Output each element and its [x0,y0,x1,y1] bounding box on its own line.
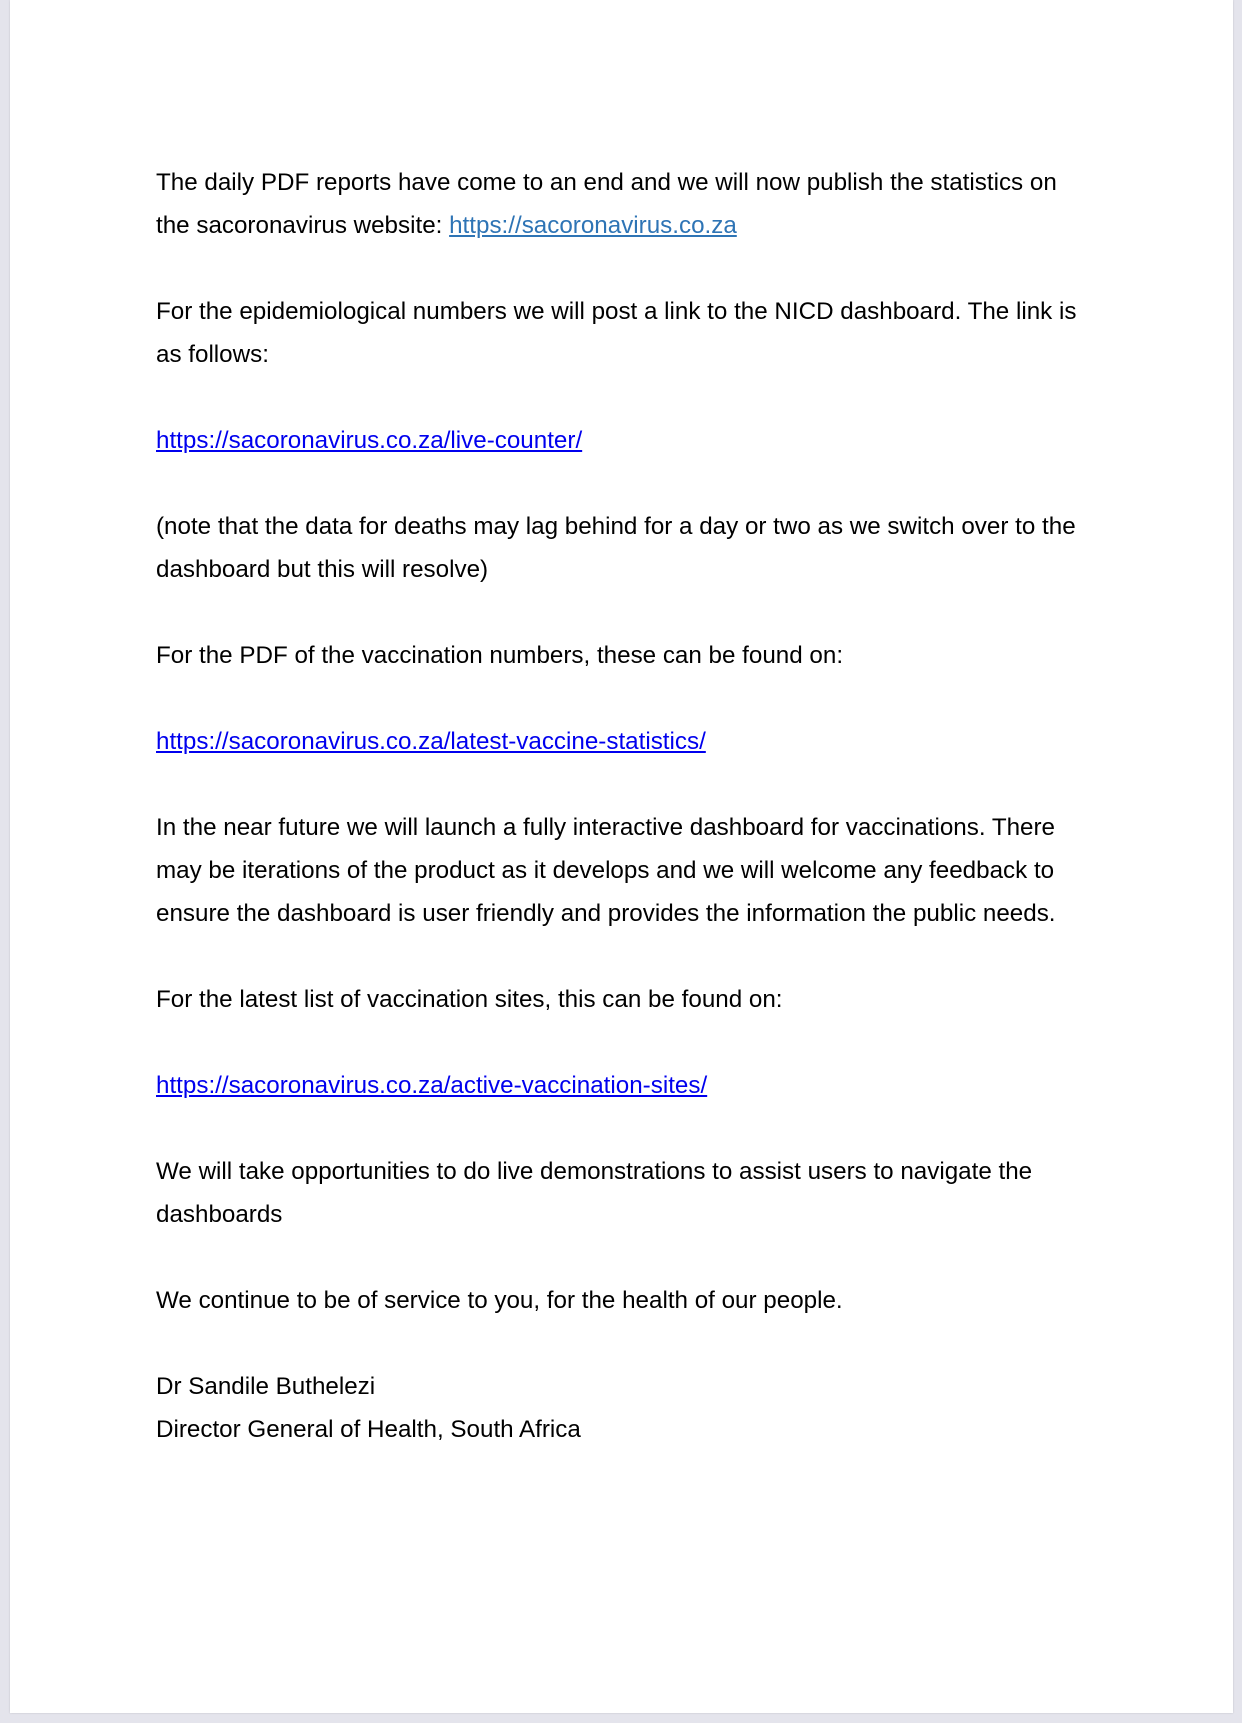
vaccine-stats-link-paragraph [156,720,1096,763]
document-body [156,161,1096,1451]
live-counter-link[interactable]: https://sacoronavirus.co.za/live-counter/ [156,427,583,454]
sites-link-paragraph [156,1064,1096,1107]
active-vaccination-sites-link[interactable]: https://sacoronavirus.co.za/active-vaccination-sites/ [156,1072,708,1099]
sacoronavirus-website-link[interactable]: https://sacoronavirus.co.za [449,212,737,239]
future-paragraph: In the near future we will launch a fully interactive dashboard for vaccinations. There may be iterations of the product as it develops and we will welcome any feedback to ensure the dashboard is user friendly and provides the information the public needs. [156,814,1056,927]
document-page [10,0,1233,1713]
sites-paragraph: For the latest list of vaccination sites, this can be found on: [156,986,783,1013]
closing-paragraph: We continue to be of service to you, for the health of our people. [156,1287,843,1314]
intro-paragraph [156,161,1096,247]
latest-vaccine-statistics-link[interactable]: https://sacoronavirus.co.za/latest-vaccine-statistics/ [156,728,706,755]
live-counter-link-paragraph [156,419,1096,462]
signature-name: Dr Sandile Buthelezi [156,1373,376,1400]
intro-text: The daily PDF reports have come to an end and we will now publish the statistics on the sacoronavirus website: [156,169,1057,239]
epi-paragraph: For the epidemiological numbers we will post a link to the NICD dashboard. The link is as follows: [156,298,1077,368]
demos-paragraph: We will take opportunities to do live demonstrations to assist users to navigate the dashboards [156,1158,1033,1228]
signature-title: Director General of Health, South Africa [156,1416,581,1443]
note-paragraph: (note that the data for deaths may lag behind for a day or two as we switch over to the dashboard but this will resolve) [156,513,1076,583]
vacc-pdf-paragraph: For the PDF of the vaccination numbers, these can be found on: [156,642,844,669]
